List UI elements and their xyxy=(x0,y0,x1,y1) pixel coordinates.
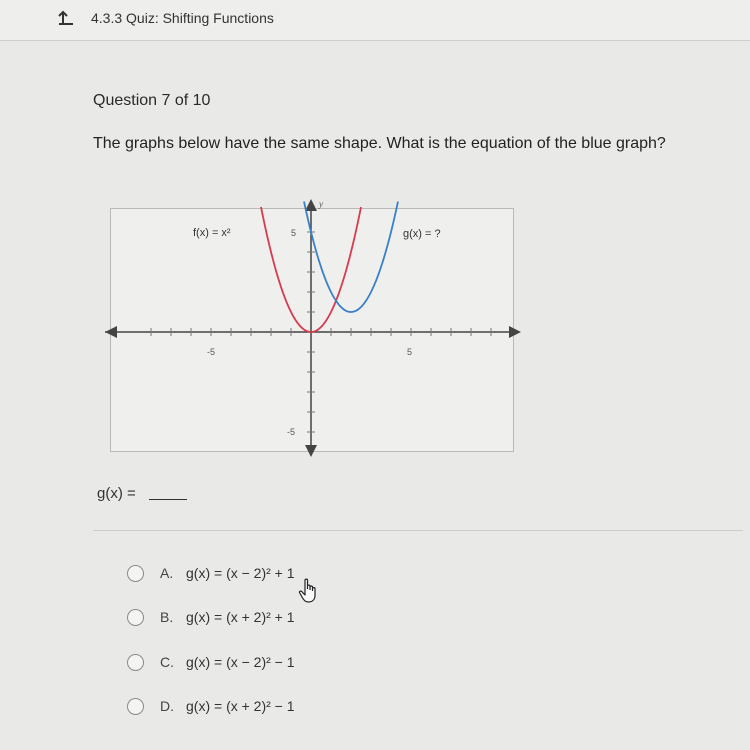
choice-b-text: g(x) = (x + 2)² + 1 xyxy=(186,609,295,625)
choice-d-text: g(x) = (x + 2)² − 1 xyxy=(186,698,295,714)
choice-a-letter: A. xyxy=(160,565,174,581)
choice-b-radio[interactable] xyxy=(127,609,144,626)
choice-c-letter: C. xyxy=(160,654,174,670)
choice-d[interactable] xyxy=(125,696,425,722)
choice-b-letter: B. xyxy=(160,609,174,625)
y-tick-label-neg: -5 xyxy=(287,427,296,437)
answer-blank xyxy=(149,499,187,500)
choice-a[interactable] xyxy=(125,563,425,589)
question-text: The graphs below have the same shape. What is the equation of the blue graph? xyxy=(93,135,666,152)
answer-prompt: g(x) = xyxy=(97,485,136,502)
divider xyxy=(93,530,743,531)
f-curve-label: f(x) = x² xyxy=(193,227,231,239)
choice-a-text: g(x) = (x − 2)² + 1 xyxy=(186,565,295,581)
function-graph xyxy=(110,199,514,452)
choice-b[interactable] xyxy=(125,607,425,633)
y-axis-label: y xyxy=(319,199,323,209)
x-tick-label-neg: -5 xyxy=(207,347,216,357)
quiz-title: 4.3.3 Quiz: Shifting Functions xyxy=(91,10,274,26)
back-arrow-icon[interactable] xyxy=(56,9,76,27)
choice-c[interactable] xyxy=(125,652,425,678)
x-tick-label-pos: 5 xyxy=(407,347,413,357)
g-curve-label: g(x) = ? xyxy=(403,228,441,240)
choice-d-radio[interactable] xyxy=(127,698,144,715)
question-number: Question 7 of 10 xyxy=(93,92,211,109)
graph-g-curve xyxy=(304,202,398,313)
quiz-header-bar xyxy=(0,0,750,41)
choice-c-text: g(x) = (x − 2)² − 1 xyxy=(186,654,295,670)
y-tick-label-pos: 5 xyxy=(291,228,297,238)
choice-a-radio[interactable] xyxy=(127,565,144,582)
choice-c-radio[interactable] xyxy=(127,654,144,671)
hand-pointer-icon xyxy=(298,578,320,604)
choice-d-letter: D. xyxy=(160,698,174,714)
